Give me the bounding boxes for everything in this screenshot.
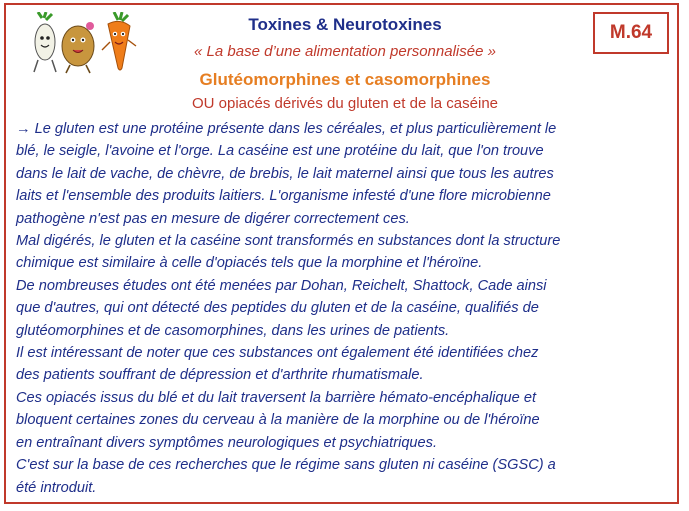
body-line: blé, le seigle, l'avoine et l'orge. La caséine est une protéine du lait, que l'on trouve: [16, 143, 544, 160]
section-heading: Glutéomorphines et casomorphines: [199, 70, 491, 89]
body-line: Ces opiacés issus du blé et du lait traversent la barrière hémato-encéphalique et: [16, 389, 536, 406]
body-line: Il est intéressant de noter que ces substances ont également été identifiées chez: [16, 345, 539, 362]
module-code-badge: M.64: [593, 12, 669, 54]
page-title: Toxines & Neurotoxines: [248, 15, 442, 34]
vegetable-mascots-icon: [30, 12, 138, 74]
body-line: → Le gluten est une protéine présente dans les céréales, et plus particulièrement le: [16, 121, 557, 137]
body-line: chimique est similaire à celle d'opiacés tels que la morphine et l'héroïne.: [16, 255, 483, 272]
body-line: bloquent certaines zones du cerveau à la manière de la morphine ou de l'héroïne: [16, 412, 540, 429]
body-line: Mal digérés, le gluten et la caséine sont transformés en substances dont la structure: [16, 233, 561, 250]
body-text: [16, 118, 668, 499]
body-line: des patients souffrant de dépression et d'arthrite rhumatismale.: [16, 367, 424, 384]
tagline: « La base d’une alimentation personnalisée »: [194, 43, 496, 60]
leek-mascot-icon: [34, 12, 56, 72]
body-line: été introduit.: [16, 479, 97, 496]
section-subheading: OU opiacés dérivés du gluten et de la caséine: [191, 95, 499, 112]
body-line: laits et l'ensemble des produits laitiers. L'organisme infesté d'une flore microbienne: [16, 188, 551, 205]
body-line: C'est sur la base de ces recherches que le régime sans gluten ni caséine (SGSC) a: [16, 457, 556, 474]
potato-mascot-icon: [62, 22, 94, 73]
body-line: dans le lait de vache, de chèvre, de brebis, le lait maternel ainsi que tous les autres: [16, 165, 554, 182]
body-line: De nombreuses études ont été menées par Dohan, Reichelt, Shattock, Cade ainsi: [16, 277, 547, 294]
carrot-mascot-icon: [102, 12, 136, 70]
body-line: que d'autres, qui ont détecté des peptides du gluten et de la caséine, qualifiés de: [16, 300, 539, 317]
body-line: glutéomorphines et de casomorphines, dans les urines de patients.: [16, 322, 450, 339]
body-line: en entraînant divers symptômes neurologiques et psychiatriques.: [16, 434, 438, 451]
body-line: pathogène n'est pas en mesure de digérer correctement ces.: [16, 210, 410, 227]
